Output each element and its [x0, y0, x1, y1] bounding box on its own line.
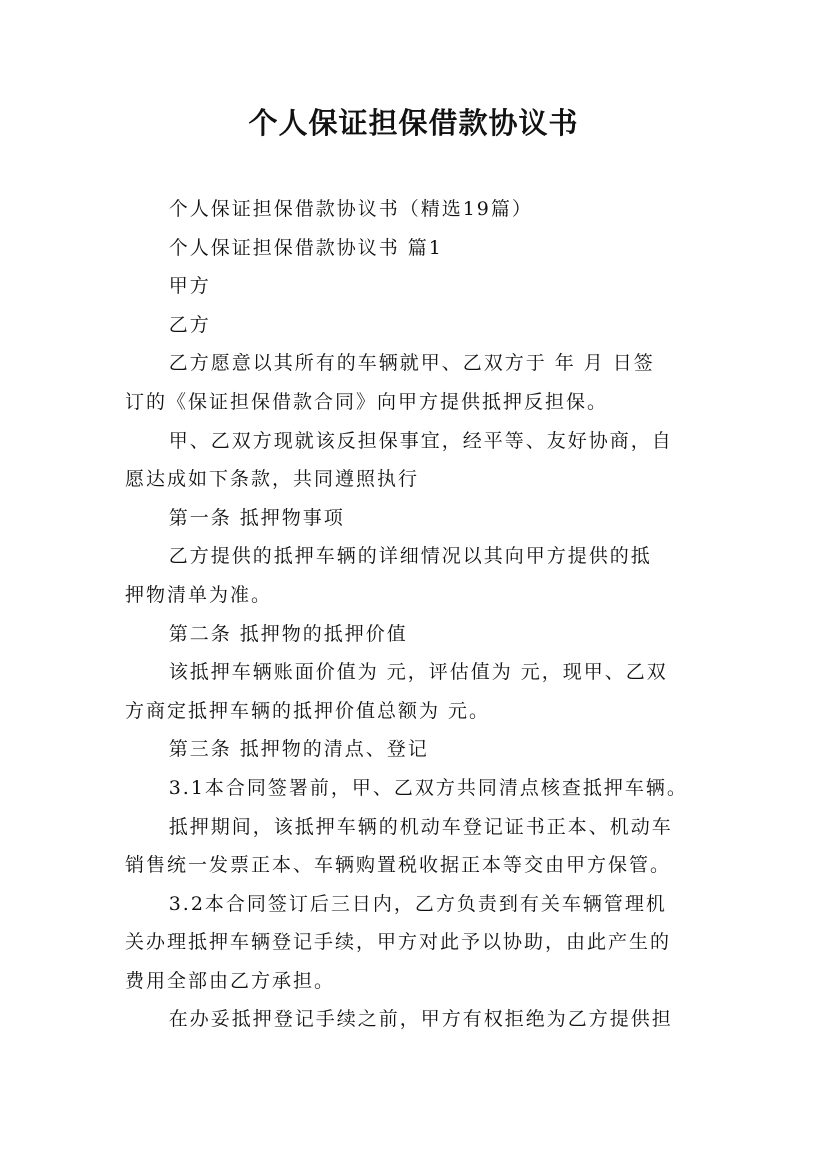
paragraph-line: 乙方 — [168, 313, 211, 336]
paragraph — [125, 344, 709, 421]
paragraph — [125, 190, 709, 229]
paragraph — [125, 499, 709, 538]
paragraph-line: 该抵押车辆账面价值为 元，评估值为 元，现甲、乙双 — [168, 661, 668, 684]
paragraph — [125, 615, 709, 654]
paragraph-line: 第二条 抵押物的抵押价值 — [168, 622, 408, 645]
paragraph-line: 订的《保证担保借款合同》向甲方提供抵押反担保。 — [125, 390, 609, 413]
paragraph-line: 关办理抵押车辆登记手续，甲方对此予以协助，由此产生的 — [125, 931, 672, 954]
paragraph-line: 个人保证担保借款协议书（精选19篇） — [168, 198, 533, 220]
paragraph-line: 甲、乙双方现就该反担保事宜，经平等、友好协商，自 — [168, 429, 673, 452]
paragraph-line: 在办妥抵押登记手续之前，甲方有权拒绝为乙方提供担 — [168, 1008, 673, 1031]
paragraph-line: 第三条 抵押物的清点、登记 — [168, 738, 429, 761]
paragraph — [125, 1000, 709, 1039]
paragraph-line: 愿达成如下条款，共同遵照执行 — [125, 468, 420, 491]
paragraph-line: 抵押期间，该抵押车辆的机动车登记证书正本、机动车 — [168, 815, 673, 838]
paragraph-line: 3.1本合同签署前，甲、乙双方共同清点核查抵押车辆。 — [168, 776, 688, 799]
paragraph — [125, 267, 709, 306]
paragraph-line: 甲方 — [168, 275, 211, 298]
paragraph — [125, 537, 709, 614]
paragraph-line: 3.2本合同签订后三日内，乙方负责到有关车辆管理机 — [168, 892, 667, 915]
document-body — [125, 190, 709, 1039]
paragraph-line: 乙方愿意以其所有的车辆就甲、乙双方于 年 月 日签 — [168, 352, 655, 375]
paragraph-line: 个人保证担保借款协议书 篇1 — [168, 236, 443, 259]
paragraph — [125, 769, 709, 808]
paragraph-line: 押物清单为准。 — [125, 583, 273, 606]
paragraph-line: 乙方提供的抵押车辆的详细情况以其向甲方提供的抵 — [168, 545, 652, 568]
paragraph — [125, 808, 709, 885]
paragraph — [125, 422, 709, 499]
paragraph — [125, 730, 709, 769]
paragraph-line: 费用全部由乙方承担。 — [125, 969, 336, 992]
paragraph-line: 销售统一发票正本、车辆购置税收据正本等交由甲方保管。 — [125, 854, 672, 877]
paragraph-line: 方商定抵押车辆的抵押价值总额为 元。 — [125, 699, 491, 722]
paragraph-line: 第一条 抵押物事项 — [168, 506, 345, 529]
paragraph — [125, 885, 709, 1001]
paragraph — [125, 306, 709, 345]
paragraph — [125, 229, 709, 268]
document-title: 个人保证担保借款协议书 — [248, 106, 579, 140]
paragraph — [125, 653, 709, 730]
